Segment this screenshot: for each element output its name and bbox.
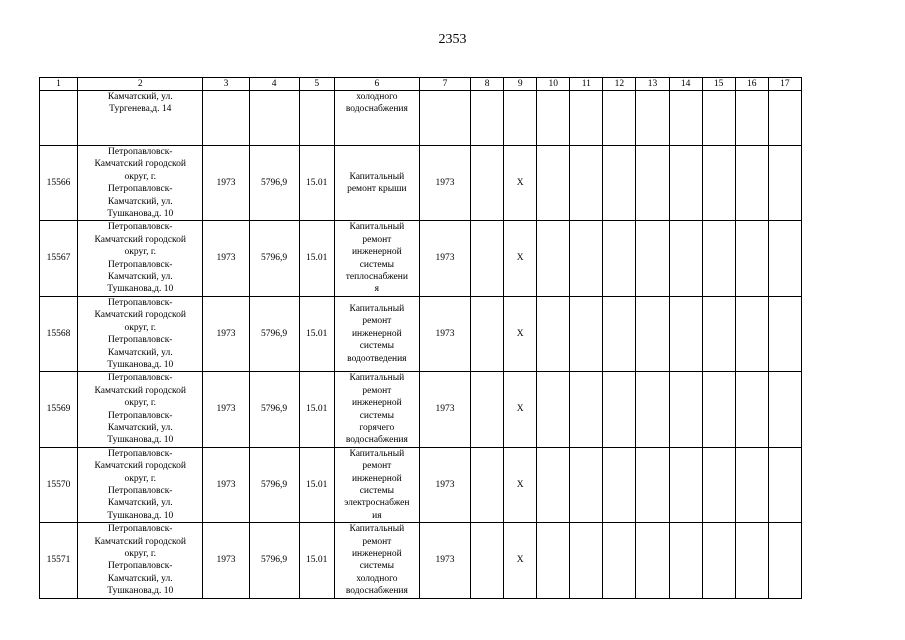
cell-col-10 <box>537 146 570 221</box>
table-row <box>40 372 802 447</box>
cell-address-line: Тушканова,д. 10 <box>107 284 174 295</box>
cell-year-plan: 1973 <box>419 523 470 598</box>
cell-col-16 <box>735 91 768 146</box>
cell-address-line: Камчатский, ул. <box>107 498 173 509</box>
cell-work-type-line: системы <box>359 485 394 496</box>
cell-work-type-line: водоснабжения <box>345 435 408 446</box>
column-number: 7 <box>419 78 470 91</box>
cell-col-8 <box>471 447 504 522</box>
cell-address-line: Петропавловск- <box>108 524 173 535</box>
cell-address-line: Тушканова,д. 10 <box>107 359 174 370</box>
cell-address <box>78 221 203 296</box>
cell-year-built: 1973 <box>203 146 249 221</box>
column-number: 8 <box>471 78 504 91</box>
cell-year-built: 1973 <box>203 447 249 522</box>
cell-col-17 <box>768 523 801 598</box>
cell-work-type <box>334 372 419 447</box>
cell-work-type-line: системы <box>359 410 394 421</box>
page-number: 2353 <box>438 32 467 47</box>
cell-address-line: Петропавловск- <box>108 485 173 496</box>
column-number: 15 <box>702 78 735 91</box>
cell-col-11 <box>570 447 603 522</box>
cell-address-line: Камчатский городской <box>94 536 186 547</box>
cell-work-type-line: ремонт <box>362 461 392 472</box>
cell-area: 5796,9 <box>249 146 299 221</box>
cell-work-type-line: Капитальный <box>349 171 405 182</box>
cell-col-14 <box>669 221 702 296</box>
cell-id <box>40 91 78 146</box>
cell-col-17 <box>768 221 801 296</box>
cell-work-type-line: Капитальный <box>349 524 405 535</box>
column-number: 4 <box>249 78 299 91</box>
cell-address-line: округ, г. <box>124 247 157 258</box>
cell-area: 5796,9 <box>249 221 299 296</box>
cell-mark: X <box>504 447 537 522</box>
cell-address-line: округ, г. <box>124 322 157 333</box>
cell-col-10 <box>537 447 570 522</box>
column-number: 13 <box>636 78 669 91</box>
cell-address-line: Петропавловск- <box>108 373 173 384</box>
cell-col-13 <box>636 447 669 522</box>
cell-col-15 <box>702 221 735 296</box>
cell-col-13 <box>636 221 669 296</box>
column-number: 11 <box>570 78 603 91</box>
cell-id: 15571 <box>40 523 78 598</box>
cell-col-12 <box>603 523 636 598</box>
column-number: 14 <box>669 78 702 91</box>
cell-col-9 <box>504 91 537 146</box>
cell-year-plan: 1973 <box>419 221 470 296</box>
cell-mark: X <box>504 221 537 296</box>
cell-work-type <box>334 296 419 371</box>
cell-address-line: Камчатский, ул. <box>107 196 173 207</box>
cell-id: 15566 <box>40 146 78 221</box>
cell-work-type <box>334 221 419 296</box>
cell-col-16 <box>735 523 768 598</box>
cell-col-12 <box>603 372 636 447</box>
cell-address-line: Камчатский, ул. <box>107 573 173 584</box>
cell-year-plan: 1973 <box>419 372 470 447</box>
cell-col-11 <box>570 296 603 371</box>
cell-col-12 <box>603 146 636 221</box>
cell-address-line: Камчатский городской <box>94 461 186 472</box>
cell-year-built <box>203 91 249 146</box>
cell-address-line: Петропавловск- <box>108 222 173 233</box>
cell-work-type-line: электроснабжен <box>344 498 410 509</box>
cell-address-line: Петропавловск- <box>108 448 173 459</box>
column-number: 16 <box>735 78 768 91</box>
cell-address-line: округ, г. <box>124 171 157 182</box>
cell-year-plan: 1973 <box>419 146 470 221</box>
cell-col-13 <box>636 523 669 598</box>
cell-work-type <box>334 146 419 221</box>
cell-mark: X <box>504 372 537 447</box>
cell-work-type <box>334 523 419 598</box>
cell-address <box>78 91 203 146</box>
cell-work-type-line: Капитальный <box>349 373 405 384</box>
cell-col-15 <box>702 523 735 598</box>
cell-address <box>78 523 203 598</box>
cell-col-17 <box>768 372 801 447</box>
column-number: 12 <box>603 78 636 91</box>
cell-address-line: Камчатский, ул. <box>107 92 173 102</box>
cell-address-line: Камчатский, ул. <box>107 272 173 283</box>
cell-work-type-line: ия <box>372 510 382 521</box>
cell-col-15 <box>702 91 735 146</box>
cell-work-type-line: теплоснабжени <box>345 272 408 283</box>
cell-address <box>78 447 203 522</box>
table-row <box>40 447 802 522</box>
cell-code: 15.01 <box>299 296 334 371</box>
cell-code: 15.01 <box>299 447 334 522</box>
cell-address-line: Петропавловск- <box>108 561 173 572</box>
cell-col-12 <box>603 221 636 296</box>
cell-col-13 <box>636 372 669 447</box>
cell-address-line: Тушканова,д. 10 <box>107 209 174 220</box>
cell-col-14 <box>669 296 702 371</box>
cell-address-line: Камчатский, ул. <box>107 422 173 433</box>
cell-work-type-line: водоотведения <box>347 353 407 364</box>
cell-work-type <box>334 447 419 522</box>
cell-col-16 <box>735 221 768 296</box>
cell-col-12 <box>603 91 636 146</box>
cell-code: 15.01 <box>299 523 334 598</box>
cell-work-type-line: Капитальный <box>349 448 405 459</box>
cell-col-16 <box>735 447 768 522</box>
cell-col-8 <box>471 523 504 598</box>
cell-work-type-line: ремонт <box>362 536 392 547</box>
cell-col-10 <box>537 91 570 146</box>
cell-col-10 <box>537 372 570 447</box>
cell-col-8 <box>471 221 504 296</box>
table-row <box>40 296 802 371</box>
cell-col-15 <box>702 372 735 447</box>
column-number: 5 <box>299 78 334 91</box>
cell-col-14 <box>669 372 702 447</box>
cell-col-8 <box>471 372 504 447</box>
column-number: 9 <box>504 78 537 91</box>
cell-address <box>78 146 203 221</box>
cell-year-built: 1973 <box>203 221 249 296</box>
cell-col-12 <box>603 296 636 371</box>
cell-address-line: округ, г. <box>124 549 157 559</box>
cell-mark: X <box>504 296 537 371</box>
cell-work-type-line: ремонт <box>362 234 392 245</box>
cell-address-line: Тушканова,д. 10 <box>107 510 174 521</box>
cell-col-11 <box>570 91 603 146</box>
table-row <box>40 221 802 296</box>
cell-address-line: Камчатский, ул. <box>107 347 173 358</box>
cell-col-17 <box>768 296 801 371</box>
cell-address <box>78 372 203 447</box>
register-table <box>39 77 802 599</box>
cell-work-type-line: холодного <box>356 573 398 584</box>
cell-work-type-line: водоснабжения <box>345 586 408 597</box>
cell-area: 5796,9 <box>249 296 299 371</box>
cell-address-line: округ, г. <box>124 473 157 484</box>
column-number-row <box>40 78 802 91</box>
cell-address-line: округ, г. <box>124 398 157 409</box>
cell-work-type-line: инженерной <box>351 247 402 258</box>
cell-area: 5796,9 <box>249 523 299 598</box>
cell-col-11 <box>570 221 603 296</box>
cell-id: 15569 <box>40 372 78 447</box>
cell-work-type-line: ремонт <box>362 385 392 396</box>
cell-work-type-line: холодного <box>356 92 398 102</box>
table-row <box>40 523 802 598</box>
table-row <box>40 91 802 146</box>
cell-col-14 <box>669 91 702 146</box>
cell-work-type-line: инженерной <box>351 473 402 484</box>
cell-col-14 <box>669 146 702 221</box>
cell-id: 15570 <box>40 447 78 522</box>
cell-year-built: 1973 <box>203 523 249 598</box>
cell-work-type-line: системы <box>359 341 394 352</box>
cell-address-line: Тушканова,д. 10 <box>107 586 174 597</box>
cell-work-type-line: инженерной <box>351 398 402 409</box>
cell-address-line: Тушканова,д. 10 <box>107 435 174 446</box>
cell-col-10 <box>537 296 570 371</box>
cell-work-type-line: системы <box>359 561 394 572</box>
cell-col-10 <box>537 523 570 598</box>
cell-col-13 <box>636 91 669 146</box>
cell-mark: X <box>504 146 537 221</box>
cell-col-13 <box>636 146 669 221</box>
column-number: 1 <box>40 78 78 91</box>
cell-mark: X <box>504 523 537 598</box>
column-number: 3 <box>203 78 249 91</box>
cell-address-line: Петропавловск- <box>108 335 173 346</box>
cell-work-type-line: ремонт крыши <box>347 184 407 195</box>
cell-col-13 <box>636 296 669 371</box>
cell-area: 5796,9 <box>249 372 299 447</box>
cell-address-line: Петропавловск- <box>108 184 173 195</box>
cell-year-built: 1973 <box>203 296 249 371</box>
cell-col-11 <box>570 146 603 221</box>
cell-col-17 <box>768 91 801 146</box>
cell-col-14 <box>669 447 702 522</box>
cell-code: 15.01 <box>299 146 334 221</box>
cell-year-plan: 1973 <box>419 296 470 371</box>
cell-code: 15.01 <box>299 372 334 447</box>
cell-col-8 <box>471 296 504 371</box>
cell-code <box>299 91 334 146</box>
cell-col-11 <box>570 372 603 447</box>
cell-area: 5796,9 <box>249 447 299 522</box>
cell-address-line: Петропавловск- <box>108 297 173 308</box>
cell-id: 15567 <box>40 221 78 296</box>
cell-col-8 <box>471 91 504 146</box>
column-number: 6 <box>334 78 419 91</box>
cell-year-plan: 1973 <box>419 447 470 522</box>
cell-col-15 <box>702 296 735 371</box>
column-number: 2 <box>78 78 203 91</box>
cell-col-12 <box>603 447 636 522</box>
table-row <box>40 146 802 221</box>
cell-address-line: Камчатский городской <box>94 385 186 396</box>
cell-col-15 <box>702 447 735 522</box>
cell-work-type-line: горячего <box>359 422 395 433</box>
cell-col-14 <box>669 523 702 598</box>
cell-work-type-line: системы <box>359 259 394 270</box>
cell-address-line: Камчатский городской <box>94 310 186 321</box>
cell-col-16 <box>735 296 768 371</box>
cell-address-line: Петропавловск- <box>108 147 173 157</box>
cell-col-10 <box>537 221 570 296</box>
cell-work-type-line: водоснабжения <box>345 104 408 115</box>
cell-work-type-line: Капитальный <box>349 304 405 315</box>
cell-col-7 <box>419 91 470 146</box>
cell-code: 15.01 <box>299 221 334 296</box>
cell-address-line: Петропавловск- <box>108 410 173 421</box>
cell-address-line: Камчатский городской <box>94 234 186 245</box>
cell-col-16 <box>735 372 768 447</box>
cell-work-type <box>334 91 419 146</box>
cell-work-type-line: инженерной <box>351 328 402 339</box>
cell-address-line: Петропавловск- <box>108 259 173 270</box>
cell-work-type-line: я <box>374 284 380 295</box>
column-number: 10 <box>537 78 570 91</box>
cell-work-type-line: инженерной <box>351 549 402 559</box>
cell-col-8 <box>471 146 504 221</box>
column-number: 17 <box>768 78 801 91</box>
cell-address <box>78 296 203 371</box>
cell-col-17 <box>768 447 801 522</box>
cell-col-15 <box>702 146 735 221</box>
cell-year-built: 1973 <box>203 372 249 447</box>
cell-col-17 <box>768 146 801 221</box>
cell-area <box>249 91 299 146</box>
cell-id: 15568 <box>40 296 78 371</box>
cell-col-11 <box>570 523 603 598</box>
cell-address-line: Камчатский городской <box>94 159 186 170</box>
cell-work-type-line: ремонт <box>362 316 392 327</box>
cell-address-line: Тургенева,д. 14 <box>109 104 172 115</box>
cell-col-16 <box>735 146 768 221</box>
cell-work-type-line: Капитальный <box>349 222 405 233</box>
